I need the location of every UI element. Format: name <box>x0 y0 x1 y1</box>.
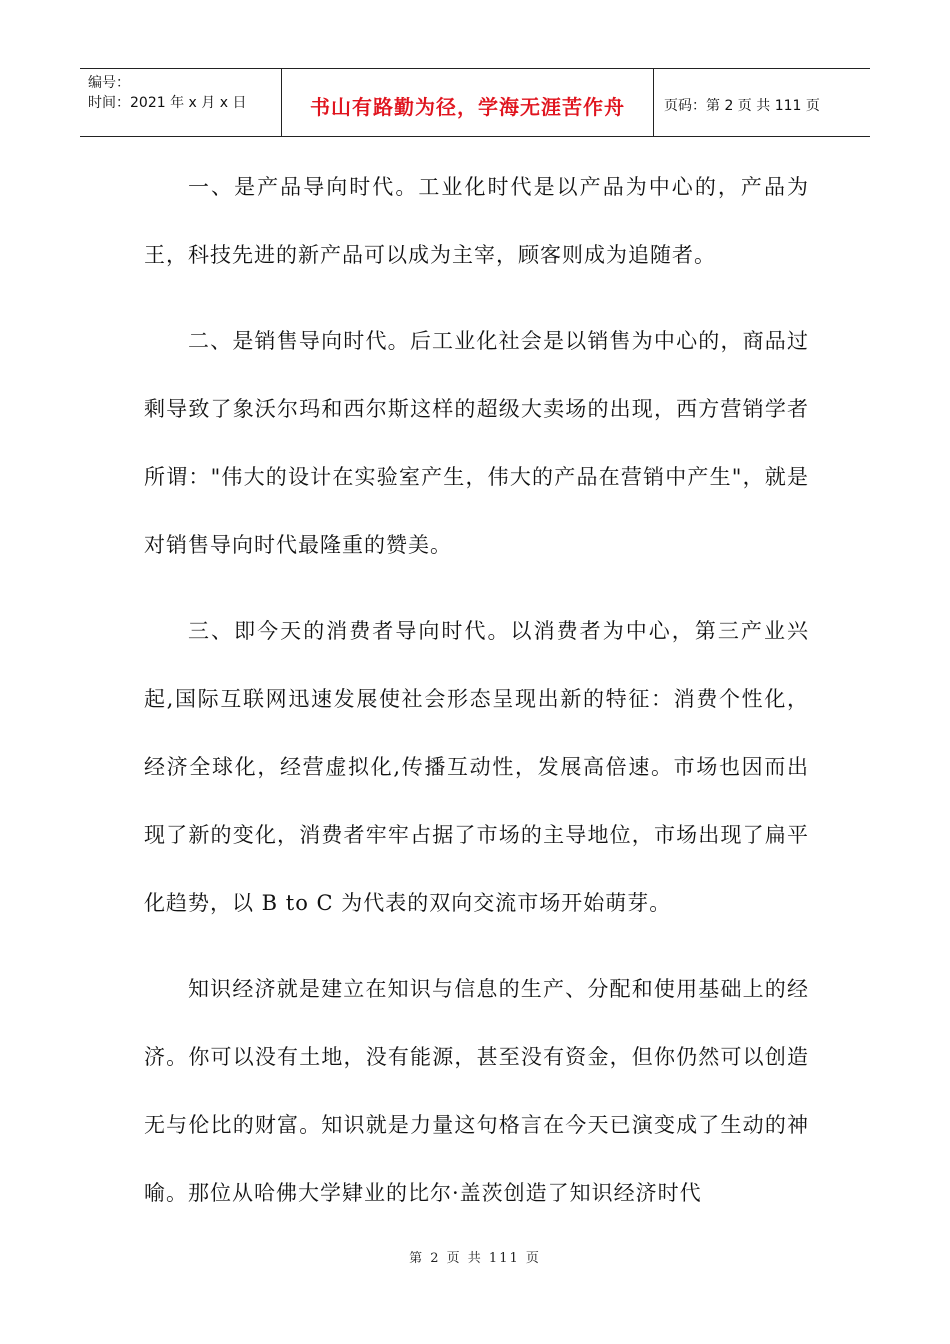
header-meta-cell <box>80 69 282 136</box>
document-date: 时间：2021 年 x 月 x 日 <box>88 95 247 111</box>
header-motto: 书山有路勤为径，学海无涯苦作舟 <box>282 69 654 136</box>
header-page-info: 页码：第 2 页 共 111 页 <box>664 97 820 114</box>
paragraph-1: 一、是产品导向时代。工业化时代是以产品为中心的，产品为王，科技先进的新产品可以成为主宰，顾客则成为追随者。 <box>144 175 809 267</box>
paragraph-4: 知识经济就是建立在知识与信息的生产、分配和使用基础上的经济。你可以没有土地，没有能源，甚至没有资金，但你仍然可以创造无与伦比的财富。知识就是力量这句格言在今天已演变成了生动的神喻。那位从哈佛大学肄业的比尔·盖茨创造了知识经济时代 <box>144 977 809 1205</box>
document-body <box>144 153 809 1245</box>
paragraph-3: 三、即今天的消费者导向时代。以消费者为中心，第三产业兴起,国际互联网迅速发展使社会形态呈现出新的特征：消费个性化，经济全球化，经营虚拟化,传播互动性，发展高倍速。市场也因而出现了新的变化，消费者牢牢占据了市场的主导地位，市场出现了扁平化趋势，以 B to C 为代表的双向交流市场开始萌芽。 <box>144 619 809 915</box>
document-code-label: 编号： <box>88 75 130 91</box>
paragraph-2: 二、是销售导向时代。后工业化社会是以销售为中心的，商品过剩导致了象沃尔玛和西尔斯这样的超级大卖场的出现，西方营销学者所谓："伟大的设计在实验室产生，伟大的产品在营销中产生"，就是对销售导向时代最隆重的赞美。 <box>144 329 809 557</box>
page-header <box>80 68 870 137</box>
page-footer: 第 2 页 共 111 页 <box>409 1251 541 1266</box>
